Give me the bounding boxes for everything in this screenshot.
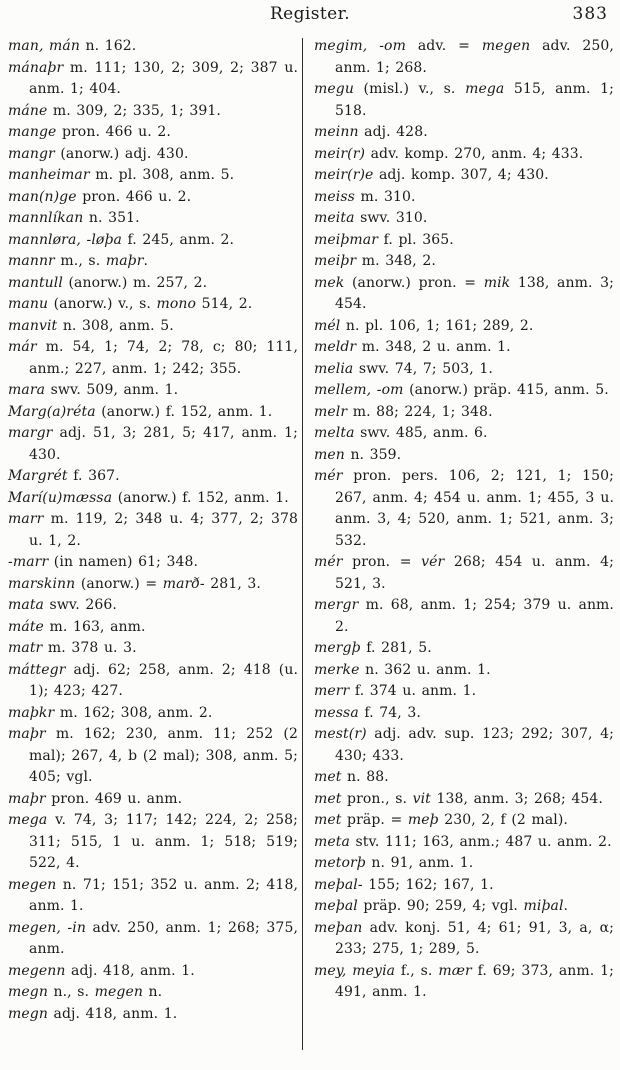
entry-references: m. 54, 1; 74, 2; 78, c; 80; 111, anm.; 227, anm. 1; 242; 355.: [29, 339, 298, 377]
entry-references: präp. 90; 259, 4; vgl.: [357, 898, 524, 914]
dictionary-entry: [8, 875, 298, 918]
dictionary-entry: [8, 165, 298, 187]
entry-headword: meinn: [314, 124, 359, 140]
entry-references: f. 281, 5.: [360, 640, 432, 656]
dictionary-entry: [8, 982, 298, 1004]
entry-references: swv. 266.: [44, 597, 117, 613]
dictionary-entry: [314, 875, 614, 897]
entry-references: n. 88.: [341, 769, 389, 785]
entry-references: m. 119, 2; 348 u. 4; 377, 2; 378 u. 1, 2.: [29, 511, 298, 549]
entry-references: n. 71; 151; 352 u. anm. 2; 418, anm. 1.: [29, 876, 298, 914]
entry-headword: megn: [8, 1005, 48, 1022]
entry-headword: mey, meyia: [314, 962, 396, 979]
dictionary-entry: [314, 767, 614, 789]
dictionary-entry: [8, 617, 298, 639]
entry-headword: Marg(a)réta: [8, 403, 96, 420]
entry-headword: merr: [314, 683, 350, 699]
entry-references: m. 348, 2.: [356, 253, 436, 269]
entry-references: 155; 162; 167, 1.: [362, 876, 494, 893]
entry-references: m. 348, 2 u. anm. 1.: [356, 339, 511, 355]
dictionary-entry: [8, 703, 298, 725]
entry-headword: miþal: [523, 898, 564, 914]
entry-headword: melta: [314, 425, 355, 441]
entry-references: 268; 454 u. anm. 4; 521, 3.: [335, 554, 614, 592]
dictionary-entry: [8, 251, 298, 273]
dictionary-entry: [314, 337, 614, 359]
entry-references: adj. 51, 3; 281, 5; 417, anm. 1; 430.: [29, 425, 298, 463]
dictionary-entry: [8, 810, 298, 875]
entry-references: f., s.: [395, 962, 439, 979]
entry-references: swv. 310.: [354, 210, 428, 226]
entry-references: adj. 418, anm. 1.: [47, 1005, 178, 1022]
entry-headword: mánaþr: [8, 59, 64, 76]
page-title: Register.: [269, 4, 351, 24]
entry-references: 138, anm. 3; 454.: [335, 274, 614, 312]
entry-references: 230, 2, f (2 mal).: [438, 812, 568, 828]
entry-headword: meir(r): [314, 145, 366, 162]
entry-references: präp. =: [341, 812, 408, 828]
entry-headword: mek: [314, 274, 345, 291]
entry-headword: maþr: [8, 790, 46, 807]
entry-headword: mær: [438, 962, 472, 979]
entry-headword: vit: [412, 790, 431, 807]
entry-references: m. 88; 224, 1; 348.: [347, 403, 493, 420]
dictionary-entry: [314, 853, 614, 875]
entry-references: (in namen) 61; 348.: [48, 554, 199, 570]
dictionary-entry: [8, 595, 298, 617]
entry-references: (anorw.) f. 152, anm. 1.: [95, 403, 273, 420]
entry-headword: megu: [314, 81, 354, 97]
dictionary-entry: [314, 638, 614, 660]
entry-references: m. 111; 130, 2; 309, 2; 387 u. anm. 1; 404.: [29, 59, 298, 97]
entry-headword: mega: [8, 812, 48, 828]
entry-headword: met: [314, 790, 342, 807]
dictionary-entry: [8, 638, 298, 660]
entry-headword: men: [314, 446, 345, 463]
entry-headword: mono: [156, 296, 197, 312]
entry-references: (anorw.) adj. 430.: [54, 145, 189, 162]
entry-references: (anorw.) v., s.: [48, 296, 157, 312]
dictionary-entry: [8, 122, 298, 144]
entry-headword: melr: [314, 403, 348, 420]
entry-headword: mara: [8, 382, 46, 398]
left-column: [8, 36, 302, 1050]
dictionary-entry: [8, 187, 298, 209]
entry-headword: meir(r)e: [314, 167, 374, 183]
dictionary-entry: [314, 144, 614, 166]
entry-headword: mangr: [8, 145, 55, 162]
dictionary-entry: [8, 488, 298, 510]
dictionary-entry: [314, 273, 614, 316]
dictionary-entry: [8, 466, 298, 488]
entry-references: swv. 74, 7; 503, 1.: [353, 360, 493, 377]
entry-references: f. 245, anm. 2.: [121, 231, 235, 248]
entry-references: f. 69; 373, anm. 1; 491, anm. 1.: [335, 962, 614, 1000]
entry-headword: meiss: [314, 188, 355, 205]
entry-headword: met: [314, 769, 342, 785]
entry-references: m. 163, anm.: [43, 618, 146, 635]
entry-headword: mannløra, -løþa: [8, 231, 122, 248]
dictionary-entry: [314, 359, 614, 381]
dictionary-entry: [8, 316, 298, 338]
entry-references: n. 308, anm. 5.: [57, 317, 174, 334]
entry-references: m., s.: [54, 253, 106, 269]
entry-references: adv. 250, anm. 1; 268.: [335, 38, 614, 76]
entry-headword: mér: [314, 468, 343, 484]
dictionary-entry: [314, 251, 614, 273]
dictionary-entry: [8, 402, 298, 424]
dictionary-entry: [8, 961, 298, 983]
dictionary-entry: [314, 466, 614, 552]
entry-headword: meita: [314, 210, 355, 226]
dictionary-entry: [8, 918, 298, 961]
dictionary-entry: [8, 509, 298, 552]
dictionary-entry: [314, 660, 614, 682]
dictionary-entry: [8, 337, 298, 380]
dictionary-entry: [8, 273, 298, 295]
dictionary-entry: [8, 144, 298, 166]
entry-headword: máte: [8, 618, 44, 635]
entry-references: adj. 428.: [358, 124, 428, 140]
dictionary-entry: [8, 660, 298, 703]
entry-headword: megen: [94, 984, 143, 1000]
entry-headword: met: [314, 812, 342, 828]
entry-headword: Marí(u)mæssa: [8, 489, 113, 506]
dictionary-entry: [8, 380, 298, 402]
entry-references: m. 310.: [354, 188, 416, 205]
entry-references: 515, anm. 1; 518.: [335, 81, 614, 119]
dictionary-entry: [314, 380, 614, 402]
entry-headword: maþkr: [8, 704, 55, 721]
entry-headword: mega: [465, 81, 505, 97]
entry-headword: máne: [8, 102, 48, 119]
page-header: [0, 0, 620, 34]
entry-headword: meþ: [407, 812, 439, 828]
entry-references: adj. 418, anm. 1.: [65, 962, 195, 979]
entry-headword: megen, -in: [8, 919, 86, 936]
entry-references: (anorw.) präp. 415, anm. 5.: [403, 382, 609, 398]
dictionary-entry: [8, 724, 298, 789]
entry-references: f. 374 u. anm. 1.: [349, 683, 477, 699]
entry-references: f. 74, 3.: [358, 704, 421, 721]
entry-references: pron. 466 u. 2.: [56, 124, 171, 140]
entry-headword: -marr: [8, 554, 49, 570]
entry-references: .: [143, 253, 149, 269]
entry-headword: man, mán: [8, 38, 80, 54]
entry-references: pron. =: [342, 554, 422, 570]
entry-headword: mergþ: [314, 640, 361, 656]
entry-references: adv. komp. 270, anm. 4; 433.: [365, 145, 584, 162]
entry-references: (anorw.) f. 152, anm. 1.: [112, 489, 289, 506]
dictionary-entry: [314, 36, 614, 79]
entry-headword: maþr: [105, 253, 144, 269]
dictionary-entry: [314, 595, 614, 638]
entry-headword: meldr: [314, 339, 357, 355]
dictionary-entry: [314, 208, 614, 230]
entry-headword: man(n)ge: [8, 188, 77, 205]
dictionary-entry: [8, 208, 298, 230]
dictionary-entry: [314, 423, 614, 445]
entry-headword: melia: [314, 360, 354, 377]
entry-references: m. 162; 308, anm. 2.: [54, 704, 213, 721]
dictionary-entry: [8, 789, 298, 811]
dictionary-entry: [314, 896, 614, 918]
entry-references: m. 68, anm. 1; 254; 379 u. anm. 2.: [335, 597, 614, 635]
entry-references: (misl.) v., s.: [353, 81, 466, 97]
entry-headword: mellem, -om: [314, 382, 404, 398]
dictionary-entry: [8, 58, 298, 101]
entry-references: n., s.: [47, 984, 95, 1000]
entry-references: adj. adv. sup. 123; 292; 307, 4; 430; 433.: [335, 726, 614, 764]
entry-references: n. 351.: [83, 210, 140, 226]
entry-references: n. 362 u. anm. 1.: [359, 661, 491, 678]
entry-references: n. pl. 106, 1; 161; 289, 2.: [340, 317, 534, 334]
entry-headword: meþal-: [314, 876, 363, 893]
entry-references: n.: [142, 984, 163, 1000]
entry-headword: megen: [8, 876, 57, 893]
entry-references: .: [563, 898, 569, 914]
entry-headword: mannr: [8, 253, 55, 269]
dictionary-entry: [314, 230, 614, 252]
dictionary-entry: [314, 832, 614, 854]
dictionary-entry: [314, 316, 614, 338]
entry-headword: mér: [314, 554, 343, 570]
entry-references: f. 367.: [67, 468, 120, 484]
entry-references: f. pl. 365.: [378, 231, 454, 248]
entry-references: adv. =: [405, 38, 482, 54]
entry-headword: megen: [481, 38, 531, 54]
entry-references: (anorw.) =: [75, 575, 163, 592]
dictionary-entry: [8, 36, 298, 58]
dictionary-entry: [314, 165, 614, 187]
entry-headword: marð-: [162, 575, 205, 592]
dictionary-entry: [8, 423, 298, 466]
entry-headword: megim, -om: [314, 38, 406, 54]
entry-headword: meþal: [314, 898, 358, 914]
entry-headword: mik: [483, 274, 511, 291]
page-number: 383: [572, 4, 608, 24]
dictionary-entry: [8, 574, 298, 596]
entry-headword: mest(r): [314, 726, 367, 742]
entry-headword: mél: [314, 317, 341, 334]
entry-headword: marskinn: [8, 575, 76, 592]
dictionary-entry: [314, 789, 614, 811]
entry-references: 138, anm. 3; 268; 454.: [430, 790, 603, 807]
entry-references: m. 162; 230, anm. 11; 252 (2 mal); 267, 4, b (2 mal); 308, anm. 5; 405; vgl.: [29, 726, 298, 785]
entry-headword: mange: [8, 124, 57, 140]
entry-references: n. 162.: [79, 38, 137, 54]
entry-references: 281, 3.: [204, 575, 261, 592]
entry-headword: máttegr: [8, 661, 66, 678]
entry-references: v. 74, 3; 117; 142; 224, 2; 258; 311; 515, 1 u. anm. 1; 518; 519; 522, 4.: [29, 812, 298, 871]
entry-headword: manheimar: [8, 167, 90, 183]
entry-references: n. 359.: [344, 446, 402, 463]
entry-headword: vér: [421, 554, 445, 570]
entry-headword: maþr: [8, 726, 46, 742]
entry-references: adv. 250, anm. 1; 268; 375, anm.: [29, 919, 298, 957]
entry-references: adv. konj. 51, 4; 61; 91, 3, a, α; 233; 275, 1; 289, 5.: [335, 919, 614, 957]
entry-headword: mantull: [8, 274, 63, 291]
dictionary-entry: [314, 122, 614, 144]
entry-headword: megenn: [8, 962, 66, 979]
entry-headword: matr: [8, 640, 43, 656]
dictionary-entry: [314, 703, 614, 725]
entry-headword: marr: [8, 511, 44, 527]
entry-headword: messa: [314, 704, 359, 721]
entry-references: m. pl. 308, anm. 5.: [89, 167, 235, 183]
entry-references: (anorw.) pron. =: [344, 274, 484, 291]
entry-references: (anorw.) m. 257, 2.: [62, 274, 208, 291]
entry-references: adj. komp. 307, 4; 430.: [373, 167, 549, 183]
entry-headword: meta: [314, 833, 350, 850]
entry-references: pron. 466 u. 2.: [76, 188, 192, 205]
entry-references: swv. 485, anm. 6.: [354, 425, 488, 441]
entry-headword: merke: [314, 661, 360, 678]
entry-references: adj. 62; 258, anm. 2; 418 (u. 1); 423; 427.: [29, 661, 298, 699]
entry-headword: meþan: [314, 919, 363, 936]
entry-references: stv. 111; 163, anm.; 487 u. anm. 2.: [349, 833, 612, 850]
entry-headword: manvit: [8, 317, 58, 334]
dictionary-entry: [314, 724, 614, 767]
dictionary-entry: [314, 961, 614, 1004]
dictionary-entry: [8, 230, 298, 252]
entry-references: m. 378 u. 3.: [42, 640, 137, 656]
dictionary-entry: [8, 294, 298, 316]
dictionary-entry: [314, 187, 614, 209]
dictionary-entry: [314, 445, 614, 467]
entry-headword: mata: [8, 597, 44, 613]
dictionary-entry: [8, 552, 298, 574]
dictionary-entry: [314, 810, 614, 832]
dictionary-entry: [8, 101, 298, 123]
entry-headword: Margrét: [8, 468, 68, 484]
entry-headword: meiþmar: [314, 231, 379, 248]
entry-headword: manu: [8, 296, 49, 312]
entry-references: pron., s.: [341, 790, 413, 807]
entry-headword: margr: [8, 425, 53, 441]
entry-headword: meiþr: [314, 253, 357, 269]
entry-headword: mannlíkan: [8, 210, 84, 226]
entry-references: swv. 509, anm. 1.: [45, 382, 179, 398]
entry-headword: mergr: [314, 597, 359, 613]
dictionary-entry: [314, 681, 614, 703]
dictionary-entry: [314, 402, 614, 424]
entry-references: n. 91, anm. 1.: [365, 855, 474, 871]
entry-headword: megn: [8, 984, 48, 1000]
entry-references: 514, 2.: [196, 296, 253, 312]
dictionary-entry: [314, 918, 614, 961]
entry-references: pron. pers. 106, 2; 121, 1; 150; 267, anm. 4; 454 u. anm. 1; 455, 3 u. anm. 3, 4; 520, anm. 1; 521, anm. 3; 532.: [335, 468, 614, 549]
entry-references: pron. 469 u. anm.: [45, 790, 183, 807]
dictionary-entry: [314, 79, 614, 122]
right-column: [303, 36, 616, 1050]
text-block: [0, 34, 620, 1050]
entry-headword: metorþ: [314, 855, 366, 871]
entry-headword: már: [8, 339, 37, 355]
dictionary-entry: [8, 1004, 298, 1026]
dictionary-entry: [314, 552, 614, 595]
entry-references: m. 309, 2; 335, 1; 391.: [47, 102, 221, 119]
